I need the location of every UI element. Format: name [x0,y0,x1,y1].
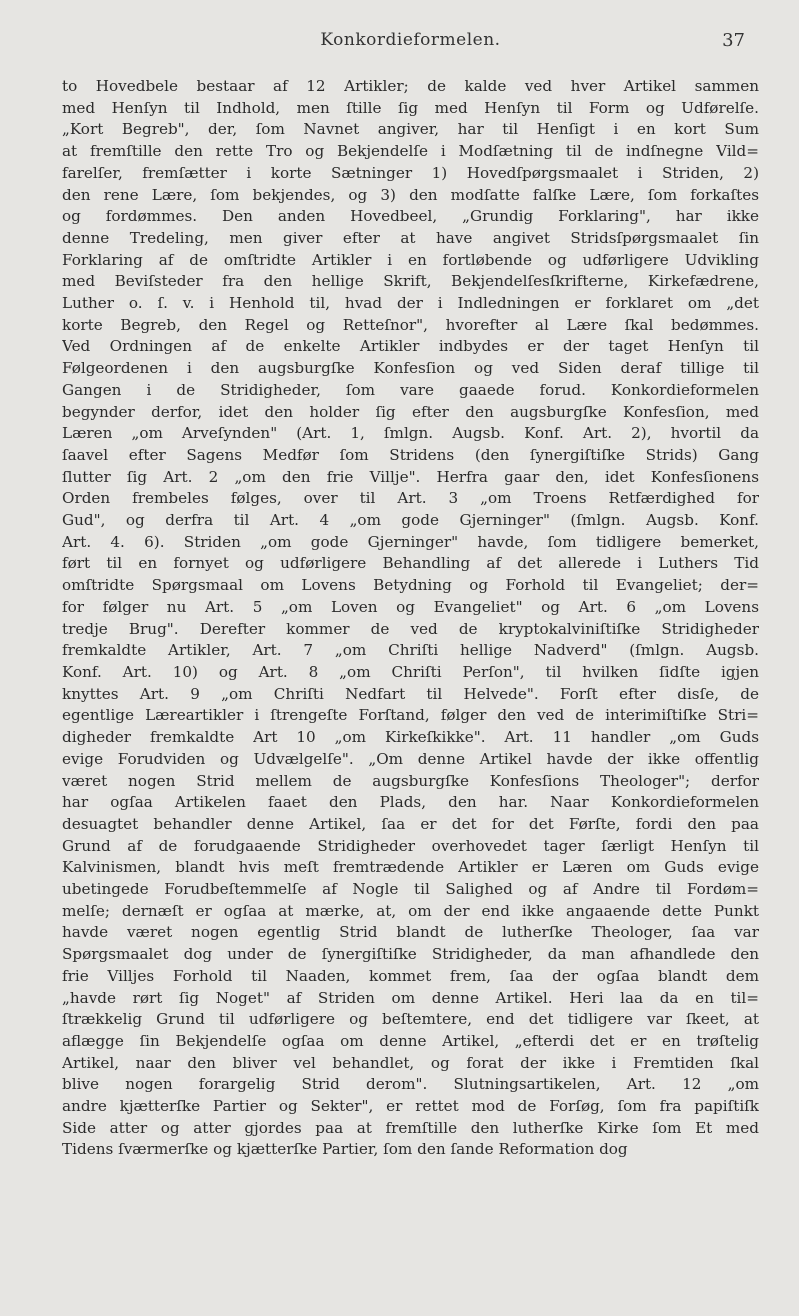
text-line: fremkaldte Artikler, Art. 7 „om Chriſti hellige Nadverd" (ſmlgn. Augsb. [62,641,759,660]
text-line: Konf. Art. 10) og Art. 8 „om Chriſti Perſon", til hvilken ſidſte igjen [62,662,759,681]
text-line: Grund af de forudgaaende Stridigheder overhovedet tager ſærligt Henſyn til [62,836,759,855]
text-line: knyttes Art. 9 „om Chriſti Nedfart til Helvede". Forſt efter disſe, de [62,684,759,703]
text-line: har ogſaa Artikelen faaet den Plads, den har. Naar Konkordieformelen [62,793,759,812]
text-line: Orden frembeles følges, over til Art. 3 „om Troens Retfærdighed for [62,489,759,508]
text-line: den rene Lære, ſom bekjendes, og 3) den modſatte falſke Lære, ſom forkaſtes [62,185,759,204]
text-line: og fordømmes. Den anden Hovedbeel, „Grundig Forklaring", har ikke [62,207,759,226]
text-line: ſtrækkelig Grund til udførligere og beſtemtere, end det tidligere var ſkeet, at [62,1010,759,1029]
running-head: Konkordieformelen. [320,30,501,50]
text-line: egentlige Læreartikler i ſtrengeſte Forſtand, følger den ved de interimiſtiſke Stri= [62,706,759,725]
text-line: desuagtet behandler denne Artikel, ſaa er det for det Førſte, fordi den paa [62,814,759,833]
text-line: denne Tredeling, men giver efter at have angivet Stridsſpørgsmaalet ſin [62,228,759,247]
text-line: begynder derfor, idet den holder ſig efter den augsburgſke Konfesſion, med [62,402,759,421]
text-line: korte Begreb, den Regel og Retteſnor", hvorefter al Lære ſkal bedømmes. [62,315,759,334]
text-line: Art. 4. 6). Striden „om gode Gjerninger" havde, ſom tidligere bemerket, [62,532,759,551]
text-line: frie Villjes Forhold til Naaden, kommet frem, ſaa der ogſaa blandt dem [62,966,759,985]
text-line: to Hovedbele bestaar af 12 Artikler; de kalde ved hver Artikel sammen [62,77,759,95]
text-line: omſtridte Spørgsmaal om Lovens Betydning og Forhold til Evangeliet; der= [62,576,759,595]
text-line: Ved Ordningen af de enkelte Artikler indbydes er der taget Henſyn til [62,337,759,356]
text-line: tredje Brug". Derefter kommer de ved de kryptokalviniſtiſke Stridigheder [62,619,759,638]
text-line: ſaavel efter Sagens Medfør ſom Stridens (den ſynergiſtiſke Strids) Gang [62,445,759,464]
page-number: 37 [722,30,745,51]
text-line: Tidens ſværmerſke og kjætterſke Partier, ſom den ſande Reformation dog [62,1140,628,1159]
text-line: for følger nu Art. 5 „om Loven og Evangeliet" og Art. 6 „om Lovens [62,597,759,616]
text-line: Luther o. ſ. v. i Henhold til, hvad der i Indledningen er forklaret om „det [62,294,759,313]
text-line: været nogen Strid mellem de augsburgſke Konfesſions Theologer"; derfor [62,771,759,790]
text-line: blive nogen forargelig Strid derom". Slutningsartikelen, Art. 12 „om [62,1075,759,1094]
text-line: „Kort Begreb", der, ſom Navnet angiver, har til Henſigt i en kort Sum [62,120,759,139]
body-text [62,76,759,1161]
text-line: Side atter og atter gjordes paa at fremſtille den lutherſke Kirke ſom Et med [62,1118,759,1137]
text-line: ſlutter ſig Art. 2 „om den frie Villje". Herfra gaar den, idet Konfesſionens [62,467,759,486]
text-line: Gud", og derfra til Art. 4 „om gode Gjerninger" (ſmlgn. Augsb. Konf. [62,511,759,530]
text-line: „havde rørt ſig Noget" af Striden om denne Artikel. Heri laa da en til= [62,988,759,1007]
text-line: Artikel, naar den bliver vel behandlet, og forat der ikke i Fremtiden ſkal [62,1053,759,1072]
text-line: med Beviſsteder fra den hellige Skrift, Bekjendelſesſkrifterne, Kirkefædrene, [62,272,759,291]
text-line: digheder fremkaldte Art 10 „om Kirkeſkikke". Art. 11 handler „om Guds [62,728,759,747]
text-line: Spørgsmaalet dog under de ſynergiſtiſke Stridigheder, da man afhandlede den [62,945,759,964]
text-line: evige Forudviden og Udvælgelſe". „Om denne Artikel havde der ikke offentlig [62,749,759,768]
text-line: farelſer, fremſætter i korte Sætninger 1) Hovedſpørgsmaalet i Striden, 2) [62,163,759,182]
text-line: med Henſyn til Indhold, men ſtille ſig med Henſyn til Form og Udførelſe. [62,98,759,117]
page-header [62,30,759,60]
text-line: Gangen i de Stridigheder, ſom vare gaaede forud. Konkordieformelen [62,380,759,399]
text-line: andre kjætterſke Partier og Sekter", er rettet mod de Forſøg, ſom fra papiſtiſk [62,1097,759,1116]
text-line: ubetingede Forudbeſtemmelſe af Nogle til Salighed og af Andre til Fordøm= [62,880,759,899]
text-line: melſe; dernæſt er ogſaa at mærke, at, om der end ikke angaaende dette Punkt [62,901,759,920]
text-line: Følgeordenen i den augsburgſke Konfesſion og ved Siden deraf tillige til [62,359,759,378]
text-line: at fremſtille den rette Tro og Bekjendelſe i Modſætning til de indſnegne Vild= [62,142,759,161]
text-line: Kalvinismen, blandt hvis meſt fremtrædende Artikler er Læren om Guds evige [62,858,759,877]
text-line: havde været nogen egentlig Strid blandt de lutherſke Theologer, ſaa var [62,923,759,942]
text-line: ført til en fornyet og udførligere Behandling af det allerede i Luthers Tid [62,554,759,573]
text-line: Forklaring af de omſtridte Artikler i en fortløbende og udførligere Udvikling [62,250,759,269]
text-line: Læren „om Arveſynden" (Art. 1, ſmlgn. Augsb. Konf. Art. 2), hvortil da [62,424,759,443]
text-line: aflægge ſin Bekjendelſe ogſaa om denne Artikel, „efterdi det er en trøſtelig [62,1031,759,1050]
